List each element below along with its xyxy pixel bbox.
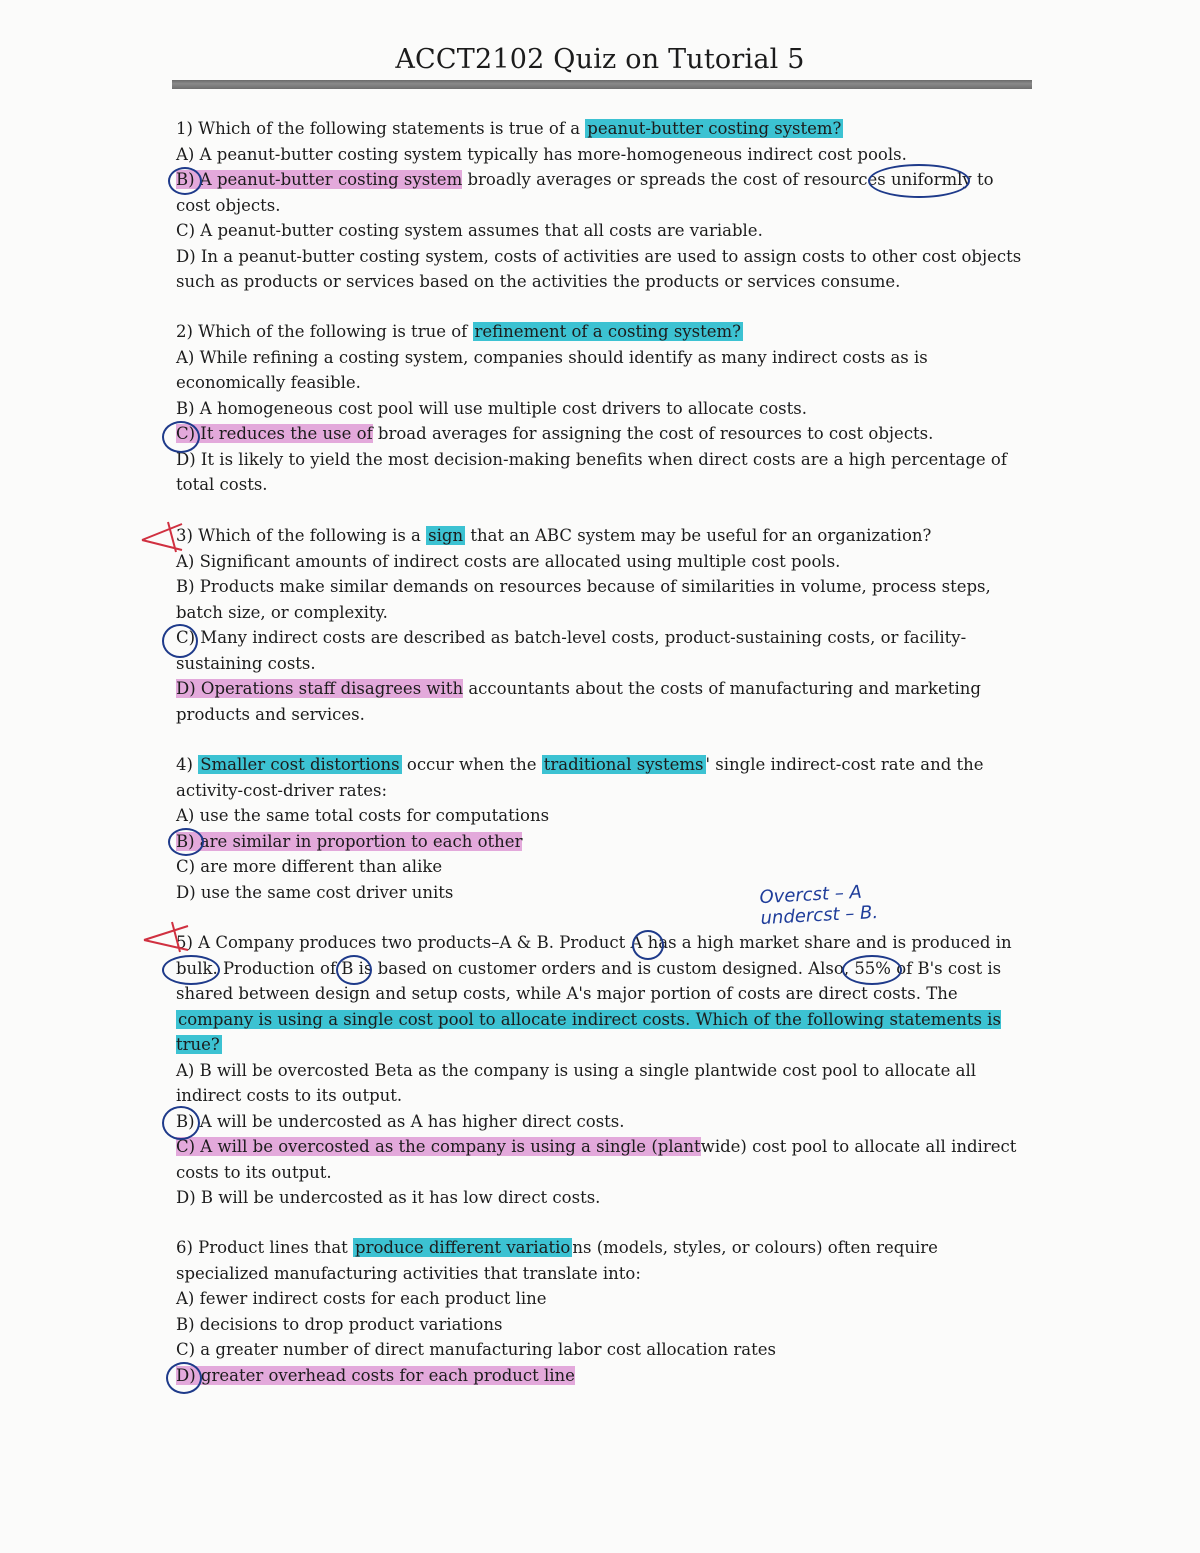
question-stem: 2) Which of the following is true of [176,322,473,341]
question-stem-rest: ns (models, styles, or colours) often require specialized manufacturing activities that translate into: [176,1238,938,1283]
highlight: traditional systems [543,755,704,774]
option-c: C) Many indirect costs are described as batch-level costs, product-sustaining costs, or facility-sustaining costs. [176,628,967,673]
wrong-mark-icon [138,518,188,554]
option-c [176,1134,1032,1185]
question-stem: occur when the [401,755,542,774]
question-2 [176,319,1032,498]
answer-circle-mark [162,1106,200,1140]
option-c [176,421,1032,447]
option-d: D) use the same cost driver units [176,882,454,902]
question-stem: 1) Which of the following statements is true of a [176,119,586,138]
highlight: B) A peanut-butter costing system [176,170,463,189]
question-6 [176,1235,1032,1388]
highlight: C) A will be overcosted as the company is using a single (plant [176,1137,701,1156]
highlight: company is using a single cost pool to allocate indirect costs. Which of the following statements is true? [176,1009,1001,1054]
option-a: A) Significant amounts of indirect costs are allocated using multiple cost pools. [176,551,841,571]
wrong-mark-icon [140,918,196,954]
option-c: C) are more different than alike [176,857,443,876]
question-3 [176,523,1032,727]
question-stem: 5) A Company produces two products–A & B. Product A has a high market share and is produced in bulk. Production of B is based on customer orders and is custom designed. Also, 55% of B's cost is shared between design and setup costs, while A's major portion of costs are direct costs. The [176,933,1012,1003]
option-b: B) Products make similar demands on resources because of similarities in volume, process steps, batch size, or complexity. [176,577,991,622]
highlight: D) greater overhead costs for each product line [176,1365,575,1385]
option-c: C) A peanut-butter costing system assumes that all costs are variable. [176,221,763,240]
highlight: D) Operations staff disagrees with [176,679,464,698]
option-text: accountants about the costs of manufacturing and marketing products and services. [176,679,981,724]
option-a: A) use the same total costs for computations [176,806,550,825]
option-d [176,676,1032,727]
option-a: A) B will be overcosted Beta as the company is using a single plantwide cost pool to allocate all indirect costs to its output. [176,1060,977,1105]
highlight: B) are similar in proportion to each other [176,831,523,851]
option-text: broadly averages or spreads the cost of resources uniformly to cost objects. [176,170,994,215]
word-circle-mark [632,930,664,960]
option-b: B) decisions to drop product variations [176,1314,503,1334]
option-d: D) In a peanut-butter costing system, costs of activities are used to assign costs to other cost objects such as products or services based on the activities the products or services consume. [176,246,1022,291]
answer-circle-mark [168,167,202,195]
question-4 [176,752,1032,905]
word-circle-mark [842,955,902,985]
option-b: B) A homogeneous cost pool will use multiple cost drivers to allocate costs. [176,398,807,418]
word-circle-mark [162,955,220,985]
answer-circle-mark [166,1362,202,1394]
highlight: peanut-butter costing system? [587,119,842,138]
question-1 [176,116,1032,295]
note-line: undercst – B. [760,901,879,930]
question-stem-rest: ' single indirect-cost rate and the activity-cost-driver rates: [176,755,984,800]
option-text: wide) cost pool to allocate all indirect costs to its output. [176,1137,1017,1182]
question-5 [176,930,1032,1211]
word-circle-mark [336,955,372,985]
highlight: sign [428,526,464,545]
note-line: Overcst – A [758,881,863,909]
title-rule [172,80,1032,89]
option-d: D) B will be undercosted as it has low direct costs. [176,1188,601,1207]
highlight: produce different variatio [355,1238,571,1257]
option-a: A) fewer indirect costs for each product line [176,1289,547,1308]
question-stem-rest: that an ABC system may be useful for an organization? [465,526,932,545]
option-a: A) A peanut-butter costing system typically has more-homogeneous indirect cost pools. [176,144,907,164]
question-stem: 6) Product lines that [176,1238,354,1257]
handwritten-note [759,881,879,929]
highlight: C) It reduces the use of [176,424,373,443]
question-number: 4) [176,755,199,774]
highlight: Smaller cost distortions [200,755,400,774]
option-a: A) While refining a costing system, companies should identify as many indirect costs as is economically feasible. [176,347,928,392]
page-title: ACCT2102 Quiz on Tutorial 5 [395,44,805,75]
option-b: B) A will be undercosted as A has higher direct costs. [176,1111,625,1131]
answer-circle-mark [162,624,198,658]
option-b [176,829,1032,855]
word-circle-mark [868,164,970,198]
option-text: broad averages for assigning the cost of resources to cost objects. [372,424,934,443]
question-stem: 3) Which of the following is a [176,526,427,545]
option-d: D) It is likely to yield the most decision-making benefits when direct costs are a high percentage of total costs. [176,449,1007,494]
option-c: C) a greater number of direct manufacturing labor cost allocation rates [176,1340,776,1359]
answer-circle-mark [168,828,204,856]
option-d [176,1363,1032,1389]
highlight: refinement of a costing system? [474,322,741,341]
answer-circle-mark [162,421,200,453]
